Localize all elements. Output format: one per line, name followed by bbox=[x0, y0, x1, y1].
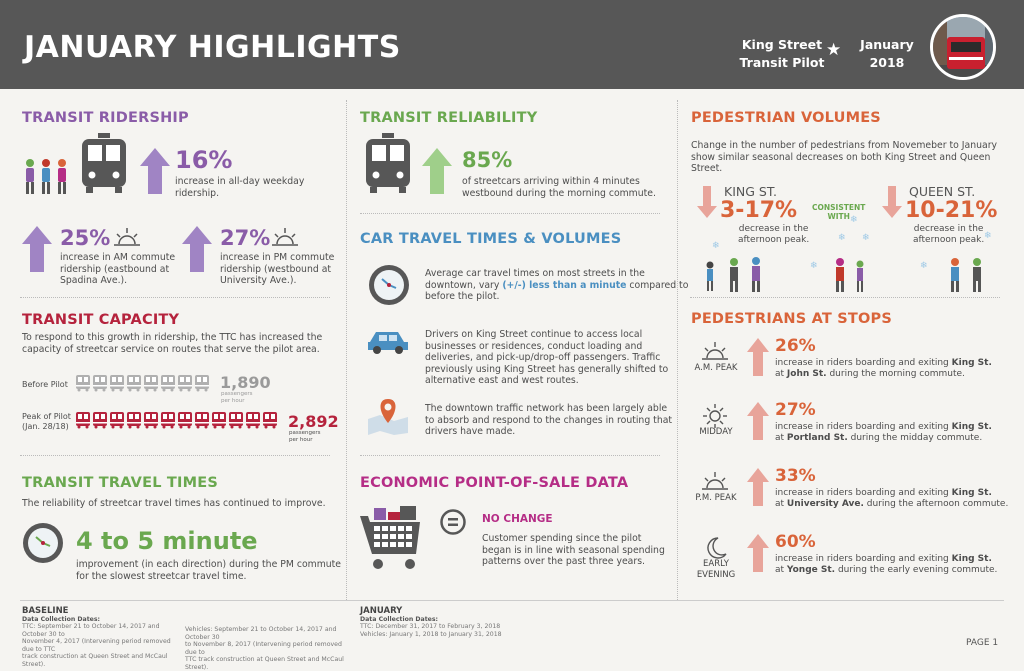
travel-times-title: TRANSIT TRAVEL TIMES bbox=[22, 475, 218, 491]
map-pin-icon bbox=[366, 393, 410, 435]
economic-text: Customer spending since the pilot began is in line with seasonal spending patterns over the past three years. bbox=[482, 533, 665, 567]
baseline-vehicles-footer: Vehicles: September 21 to October 14, 2017 and October 30 to November 8, 2017 (Intervening period removed due to TTC track construction at Queen Street and McCaul Street). bbox=[185, 626, 344, 671]
clock-icon bbox=[22, 522, 64, 564]
streetcar-small-icon bbox=[110, 375, 124, 392]
king-street-label: KING ST. bbox=[724, 184, 777, 199]
arrow-up-icon bbox=[140, 148, 170, 194]
streetcar-small-icon bbox=[195, 412, 209, 429]
streetcar-small-icon bbox=[76, 412, 90, 429]
column-divider bbox=[677, 100, 678, 600]
streetcar-small-icon bbox=[178, 375, 192, 392]
streetcar-small-icon bbox=[246, 412, 260, 429]
travel-times-text: improvement (in each direction) during the PM commute for the slowest streetcar travel time. bbox=[76, 559, 342, 582]
reliability-text: of streetcars arriving within 4 minutes westbound during the morning commute. bbox=[462, 176, 656, 199]
page-number: PAGE 1 bbox=[966, 638, 999, 648]
pm-ridership-text: increase in PM commute ridership (westbound at University Ave.). bbox=[220, 252, 335, 286]
streetcar-small-icon bbox=[110, 412, 124, 429]
am-ridership-text: increase in AM commute ridership (eastbound at Spadina Ave.). bbox=[60, 252, 176, 286]
streetcar-small-icon bbox=[229, 412, 243, 429]
streetcar-small-icon bbox=[93, 412, 107, 429]
stop-text: increase in riders boarding and exiting King St. at John St. during the morning commute. bbox=[775, 358, 992, 379]
arrow-up-icon bbox=[182, 226, 212, 272]
king-street-text: decrease in the afternoon peak. bbox=[738, 224, 810, 245]
january-footer: JANUARY Data Collection Dates: TTC: December 31, 2017 to February 3, 2018 Vehicles: January 1, 2018 to January 31, 2018 bbox=[360, 606, 502, 638]
before-streetcars-row bbox=[76, 373, 216, 393]
peak-capacity-unit: passengers per hour bbox=[289, 430, 321, 443]
svg-text:❄: ❄ bbox=[862, 233, 870, 243]
svg-text:❄: ❄ bbox=[810, 261, 818, 271]
pilot-name: King Street Transit Pilot bbox=[739, 37, 825, 70]
capacity-text: To respond to this growth in ridership, the TTC has increased the capacity of streetcar service on routes that serve the pilot area. bbox=[22, 332, 323, 355]
streetcar-small-icon bbox=[263, 412, 277, 429]
sunrise-icon bbox=[114, 228, 140, 246]
header-bar bbox=[0, 0, 1024, 89]
peak-pilot-label: Peak of Pilot (Jan. 28/18) bbox=[22, 412, 71, 431]
streetcar-small-icon bbox=[76, 375, 90, 392]
peak-streetcars-row bbox=[76, 410, 286, 430]
stop-time-label: P.M. PEAK bbox=[695, 493, 737, 503]
svg-text:❄: ❄ bbox=[920, 261, 928, 271]
svg-text:❄: ❄ bbox=[850, 215, 858, 225]
arrow-up-icon bbox=[22, 226, 52, 272]
stop-text: increase in riders boarding and exiting King St. at Yonge St. during the early evening commute. bbox=[775, 554, 998, 575]
car-access-text: Drivers on King Street continue to access local businesses or residences, conduct loading and deliveries, and pick-up/drop-off passengers. Traffic previously using King Street has generally shifted to alternative east and west routes. bbox=[425, 329, 669, 386]
reliability-title: TRANSIT RELIABILITY bbox=[360, 110, 538, 126]
section-divider bbox=[360, 455, 660, 456]
streetcar-small-icon bbox=[178, 412, 192, 429]
pedestrians-icon bbox=[22, 158, 74, 196]
arrow-up-icon bbox=[747, 468, 769, 506]
stops-title: PEDESTRIANS AT STOPS bbox=[691, 311, 892, 327]
sun-icon bbox=[702, 406, 728, 428]
stop-text: increase in riders boarding and exiting King St. at Portland St. during the midday commute. bbox=[775, 422, 992, 443]
report-date: January 2018 bbox=[860, 37, 914, 70]
before-pilot-label: Before Pilot bbox=[22, 380, 68, 389]
stop-time-label: MIDDAY bbox=[699, 427, 733, 437]
stop-time-label: A.M. PEAK bbox=[694, 363, 738, 373]
column-divider bbox=[346, 100, 347, 600]
queen-street-label: QUEEN ST. bbox=[909, 184, 976, 199]
pedestrian-intro: Change in the number of pedestrians from Novemeber to January show similar seasonal decreases on both King Street and Queen Street. bbox=[691, 140, 998, 174]
sunset-icon bbox=[702, 472, 728, 494]
svg-text:❄: ❄ bbox=[838, 233, 846, 243]
section-divider bbox=[690, 297, 1000, 298]
before-capacity-value: 1,890 bbox=[220, 373, 271, 392]
consistent-with-label: CONSISTENT WITH bbox=[812, 203, 866, 221]
streetcar-small-icon bbox=[93, 375, 107, 392]
stop-value: 27% bbox=[775, 400, 816, 420]
economic-title: ECONOMIC POINT-OF-SALE DATA bbox=[360, 475, 629, 491]
clock-icon bbox=[368, 264, 410, 306]
before-capacity-unit: passengers per hour bbox=[221, 391, 253, 404]
pm-ridership-value: 27% bbox=[220, 226, 271, 250]
streetcar-icon bbox=[364, 133, 412, 195]
section-divider bbox=[360, 213, 660, 214]
streetcar-small-icon bbox=[195, 375, 209, 392]
streetcar-icon bbox=[80, 133, 128, 195]
arrow-up-icon bbox=[747, 402, 769, 440]
page-title: JANUARY HIGHLIGHTS bbox=[24, 30, 401, 65]
stop-value: 26% bbox=[775, 336, 816, 356]
moon-icon bbox=[702, 538, 728, 560]
pedestrian-title: PEDESTRIAN VOLUMES bbox=[691, 110, 881, 126]
section-divider bbox=[20, 297, 330, 298]
shopping-cart-icon bbox=[360, 506, 422, 572]
streetcar-small-icon bbox=[161, 412, 175, 429]
travel-times-intro: The reliability of streetcar travel times has continued to improve. bbox=[22, 498, 326, 509]
streetcar-small-icon bbox=[212, 412, 226, 429]
arrow-up-icon bbox=[747, 338, 769, 376]
car-highlight: (+/-) less than a minute bbox=[502, 279, 627, 291]
capacity-title: TRANSIT CAPACITY bbox=[22, 312, 180, 328]
streetcar-small-icon bbox=[144, 375, 158, 392]
arrow-up-icon bbox=[422, 148, 452, 194]
ridership-title: TRANSIT RIDERSHIP bbox=[22, 110, 189, 126]
streetcar-photo bbox=[930, 14, 996, 80]
svg-text:❄: ❄ bbox=[712, 241, 720, 251]
streetcar-small-icon bbox=[127, 412, 141, 429]
economic-status: NO CHANGE bbox=[482, 513, 553, 525]
queen-street-value: 10-21% bbox=[905, 198, 998, 223]
svg-text:❄: ❄ bbox=[984, 231, 992, 241]
ridership-text: increase in all-day weekday ridership. bbox=[175, 176, 305, 199]
streetcar-small-icon bbox=[144, 412, 158, 429]
streetcar-small-icon bbox=[161, 375, 175, 392]
arrow-up-icon bbox=[747, 534, 769, 572]
car-title: CAR TRAVEL TIMES & VOLUMES bbox=[360, 231, 622, 247]
ridership-value: 16% bbox=[175, 146, 233, 174]
streetcar-small-icon bbox=[127, 375, 141, 392]
car-travel-times-text: Average car travel times on most streets in the downtown, vary (+/-) less than a minute compared to before the pilot. bbox=[425, 268, 689, 302]
stop-text: increase in riders boarding and exiting King St. at University Ave. during the afternoon commute. bbox=[775, 488, 1009, 509]
peak-capacity-value: 2,892 bbox=[288, 412, 339, 431]
baseline-footer: BASELINE Data Collection Dates: TTC: September 21 to October 14, 2017 and October 30 to November 4, 2017 (Intervening period removed due to TTC track construction at Queen Street and McCaul Street). bbox=[22, 606, 171, 668]
am-ridership-value: 25% bbox=[60, 226, 111, 250]
section-divider bbox=[20, 455, 330, 456]
queen-street-text: decrease in the afternoon peak. bbox=[913, 224, 985, 245]
stop-value: 33% bbox=[775, 466, 816, 486]
king-street-value: 3-17% bbox=[720, 198, 798, 223]
star-icon: ★ bbox=[826, 40, 842, 60]
stop-value: 60% bbox=[775, 532, 816, 552]
equals-icon bbox=[440, 509, 466, 535]
travel-times-value: 4 to 5 minute bbox=[76, 527, 258, 555]
reliability-value: 85% bbox=[462, 148, 513, 172]
network-text: The downtown traffic network has been largely able to absorb and respond to the changes in routing that drivers have made. bbox=[425, 403, 673, 437]
pedestrian-scene bbox=[690, 210, 1000, 295]
stop-time-label: EARLY EVENING bbox=[696, 559, 736, 580]
footer-divider bbox=[20, 600, 1004, 601]
sunset-icon bbox=[272, 228, 298, 246]
sunrise-icon bbox=[702, 342, 728, 364]
car-icon bbox=[366, 328, 410, 354]
